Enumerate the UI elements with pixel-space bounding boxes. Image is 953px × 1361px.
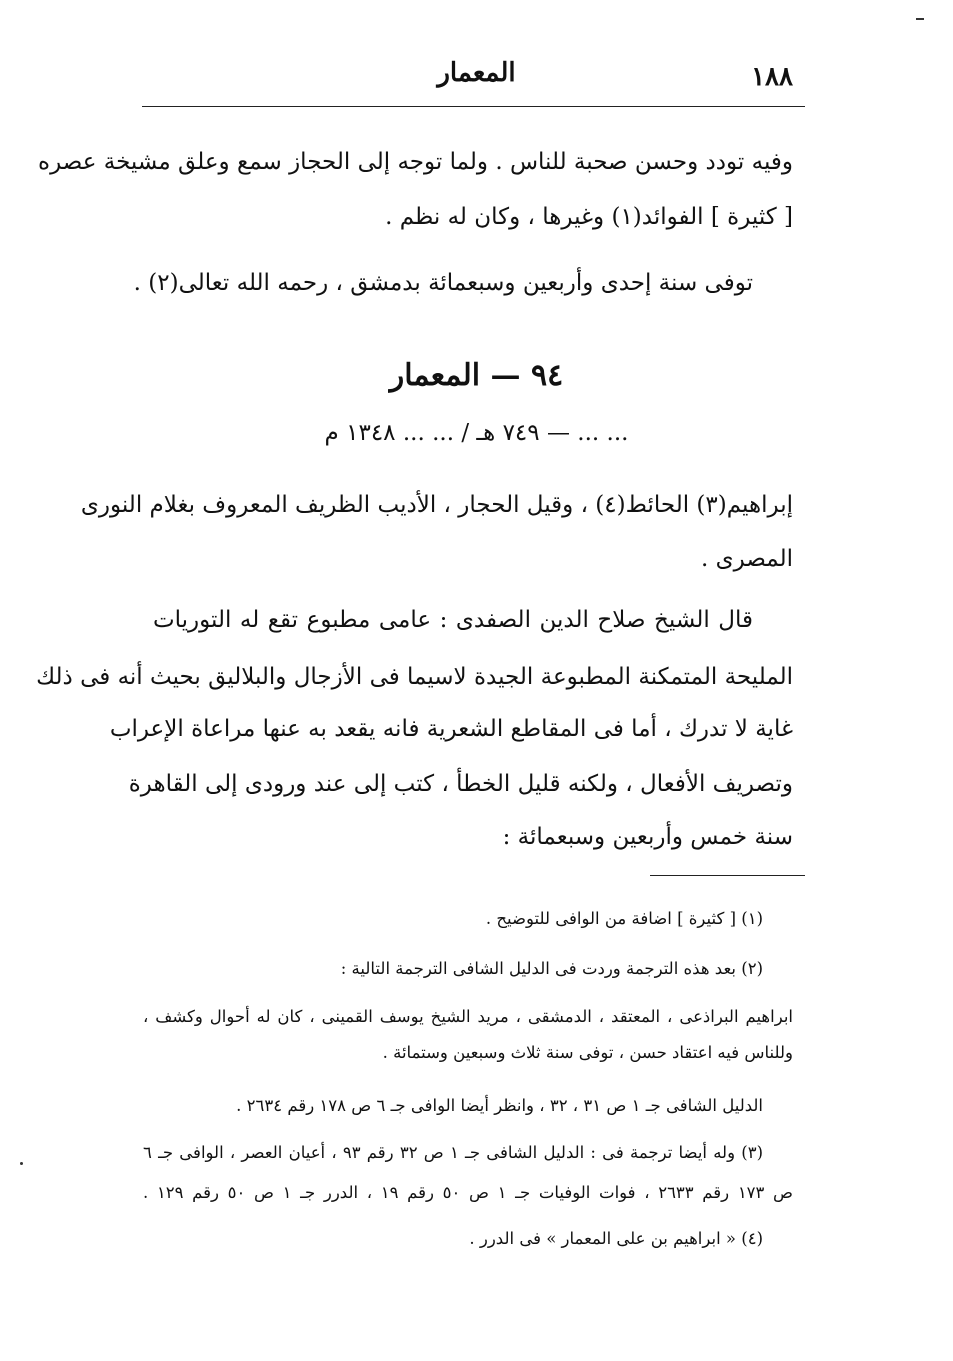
body-line-4: المليحة المتمكنة المطبوعة الجيدة لاسيما فى الأزجال والبلاليق بحيث أنه فى ذلك — [36, 664, 793, 690]
entry-title: ٩٤ — المعمار — [389, 358, 564, 393]
footnote-3-line-2: ص ١٧٣ رقم ٢٦٣٣ ، فوات الوفيات جـ ١ ص ٥٠ رقم ١٩ ، الدرر جـ ١ ص ٥٠ رقم ١٢٩ . — [143, 1183, 794, 1202]
text-line-3: توفى سنة إحدى وأربعين وسبعمائة بدمشق ، رحمه الله تعالى(٢) . — [133, 270, 753, 296]
entry-dates: ... ... — ٧٤٩ هـ / ... ... ١٣٤٨ م — [324, 420, 629, 446]
text-line-1: وفيه تودد وحسن صحبة للناس . ولما توجه إلى الحجاز سمع وعلق مشيخة عصره — [38, 149, 793, 175]
footnote-4: (٤) « ابراهيم بن على المعمار » فى الدرر . — [469, 1229, 763, 1248]
footnote-rule — [650, 875, 805, 876]
scan-mark — [916, 18, 924, 20]
header-rule — [142, 106, 805, 107]
body-line-1: إبراهيم(٣) الحائط(٤) ، وقيل الحجار ، الأديب الظريف المعروف بغلام النورى — [80, 492, 793, 518]
footnote-2-line-3: وللناس فيه اعتقاد حسن ، توفى سنة ثلاث وسبعين وستمائة . — [382, 1043, 793, 1062]
body-line-6: وتصريف الأفعال ، ولكنه قليل الخطأ ، كتب إلى عند ورودى إلى القاهرة — [128, 771, 793, 797]
footnote-1: (١) [ كثيرة ] اضافة من الوافى للتوضيح . — [485, 909, 763, 928]
scan-mark — [20, 1162, 23, 1165]
body-line-5: غاية لا تدرك ، أما فى المقاطع الشعرية فانه يقعد به عنها مراعاة الإعراب — [109, 716, 793, 742]
running-title: المعمار — [437, 58, 516, 88]
footnote-3-line-1: (٣) وله أيضا ترجمة فى : الدليل الشافى جـ ١ ص ٣٢ رقم ٩٣ ، أعيان العصر ، الوافى جـ ٦ — [143, 1143, 763, 1162]
page-number: ١٨٨ — [751, 62, 793, 92]
body-line-3: قال الشيخ صلاح الدين الصفدى : عامى مطبوع تقع له التوريات — [153, 607, 753, 633]
footnote-2: (٢) بعد هذه الترجمة وردت فى الدليل الشافى الترجمة التالية : — [340, 959, 763, 978]
body-line-2: المصرى . — [701, 546, 793, 572]
footnote-2-line-4: الدليل الشافى جـ ١ ص ٣١ ، ٣٢ ، وانظر أيضا الوافى جـ ٦ ص ١٧٨ رقم ٢٦٣٤ . — [236, 1096, 763, 1115]
text-line-2: [ كثيرة ] الفوائد(١) وغيرها ، وكان له نظم . — [385, 204, 793, 230]
body-line-7: سنة خمس وأربعين وسبعمائة : — [502, 824, 793, 850]
footnote-2-line-2: ابراهيم البراذعى ، المعتقد ، الدمشقى ، مريد الشيخ يوسف القمينى ، كان له أحوال وكشف ، — [143, 1007, 793, 1026]
